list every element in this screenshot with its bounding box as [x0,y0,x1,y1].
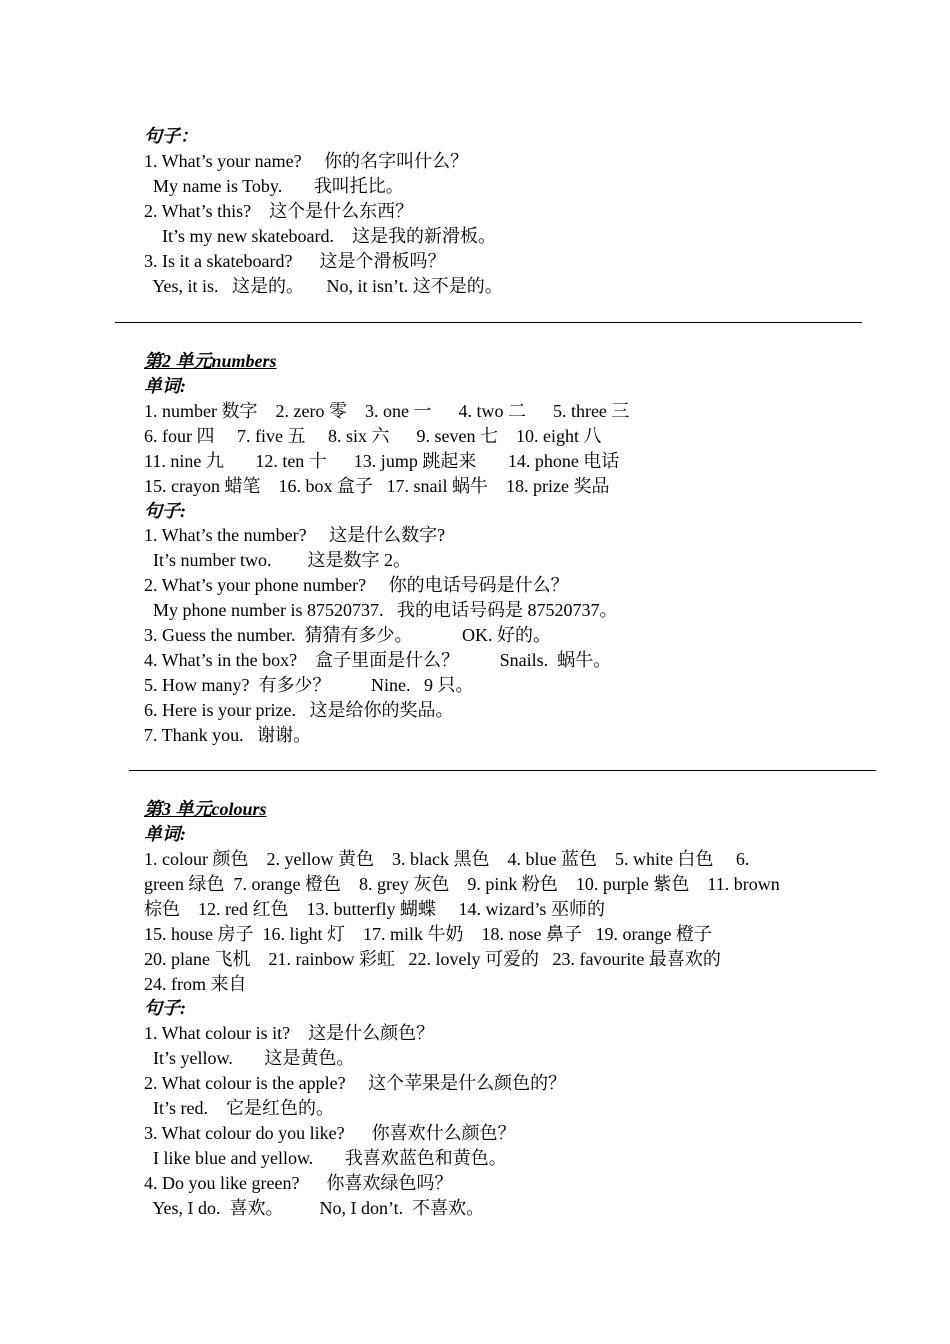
word-line: 15. crayon 蜡笔 16. box 盒子 17. snail 蜗牛 18. prize 奖品 [144,476,610,496]
word-line: 棕色 12. red 红色 13. butterfly 蝴蝶 14. wizard’s 巫师的 [144,899,605,919]
sentence-line: 3. Guess the number. 猜猜有多少。 OK. 好的。 [144,625,551,645]
sentence-line: 1. What’s the number? 这是什么数字? [144,525,446,545]
word-line: 15. house 房子 16. light 灯 17. milk 牛奶 18. nose 鼻子 19. orange 橙子 [144,924,712,944]
unit-heading: 第3 单元colours [144,799,267,819]
sentence-line: 2. What colour is the apple? 这个苹果是什么颜色的？ [144,1073,567,1093]
sentence-line: 6. Here is your prize. 这是给你的奖品。 [144,700,454,720]
sentence-line: It’s red. 它是红色的。 [144,1098,334,1118]
sentence-line: 2. What’s this? 这个是什么东西？ [144,201,414,221]
sentence-line: 4. Do you like green? 你喜欢绿色吗？ [144,1173,453,1193]
word-line: 11. nine 九 12. ten 十 13. jump 跳起来 14. phone 电话 [144,451,620,471]
sentence-line: It’s number two. 这是数字 2。 [144,550,411,570]
sentence-line: 4. What’s in the box? 盒子里面是什么？ Snails. 蜗牛。 [144,650,612,670]
sentence-line: 2. What’s your phone number? 你的电话号码是什么？ [144,575,569,595]
sentence-line: My phone number is 87520737. 我的电话号码是 87520737。 [144,600,618,620]
sentences-label: 句子: [144,998,186,1018]
sentence-line: Yes, it is. 这是的。 No, it isn’t. 这不是的。 [144,276,503,296]
word-line: 20. plane 飞机 21. rainbow 彩虹 22. lovely 可爱的 23. favourite 最喜欢的 [144,949,721,969]
word-line: 1. number 数字 2. zero 零 3. one 一 4. two 二 5. three 三 [144,401,630,421]
section-divider [129,770,876,771]
sentence-line: 3. Is it a skateboard? 这是个滑板吗？ [144,251,446,271]
sentence-line: Yes, I do. 喜欢。 No, I don’t. 不喜欢。 [144,1198,485,1218]
word-line: green 绿色 7. orange 橙色 8. grey 灰色 9. pink 粉色 10. purple 紫色 11. brown [144,874,780,894]
words-label: 单词: [144,824,186,844]
sentences-label: 句子： [144,126,198,146]
sentence-line: 1. What’s your name? 你的名字叫什么？ [144,151,469,171]
sentence-line: 7. Thank you. 谢谢。 [144,725,312,745]
word-line: 1. colour 颜色 2. yellow 黄色 3. black 黑色 4. blue 蓝色 5. white 白色 6. [144,849,750,869]
words-label: 单词: [144,376,186,396]
section-divider [115,322,862,323]
sentence-line: 5. How many? 有多少？ Nine. 9 只。 [144,675,474,695]
sentence-line: It’s my new skateboard. 这是我的新滑板。 [144,226,496,246]
sentence-line: I like blue and yellow. 我喜欢蓝色和黄色。 [144,1148,507,1168]
sentence-line: My name is Toby. 我叫托比。 [144,176,404,196]
sentence-line: 3. What colour do you like? 你喜欢什么颜色？ [144,1123,516,1143]
unit-heading: 第2 单元numbers [144,351,277,371]
sentence-line: 1. What colour is it? 这是什么颜色？ [144,1023,435,1043]
sentences-label: 句子: [144,501,186,521]
sentence-line: It’s yellow. 这是黄色。 [144,1048,355,1068]
word-line: 24. from 来自 [144,974,247,994]
word-line: 6. four 四 7. five 五 8. six 六 9. seven 七 10. eight 八 [144,426,602,446]
